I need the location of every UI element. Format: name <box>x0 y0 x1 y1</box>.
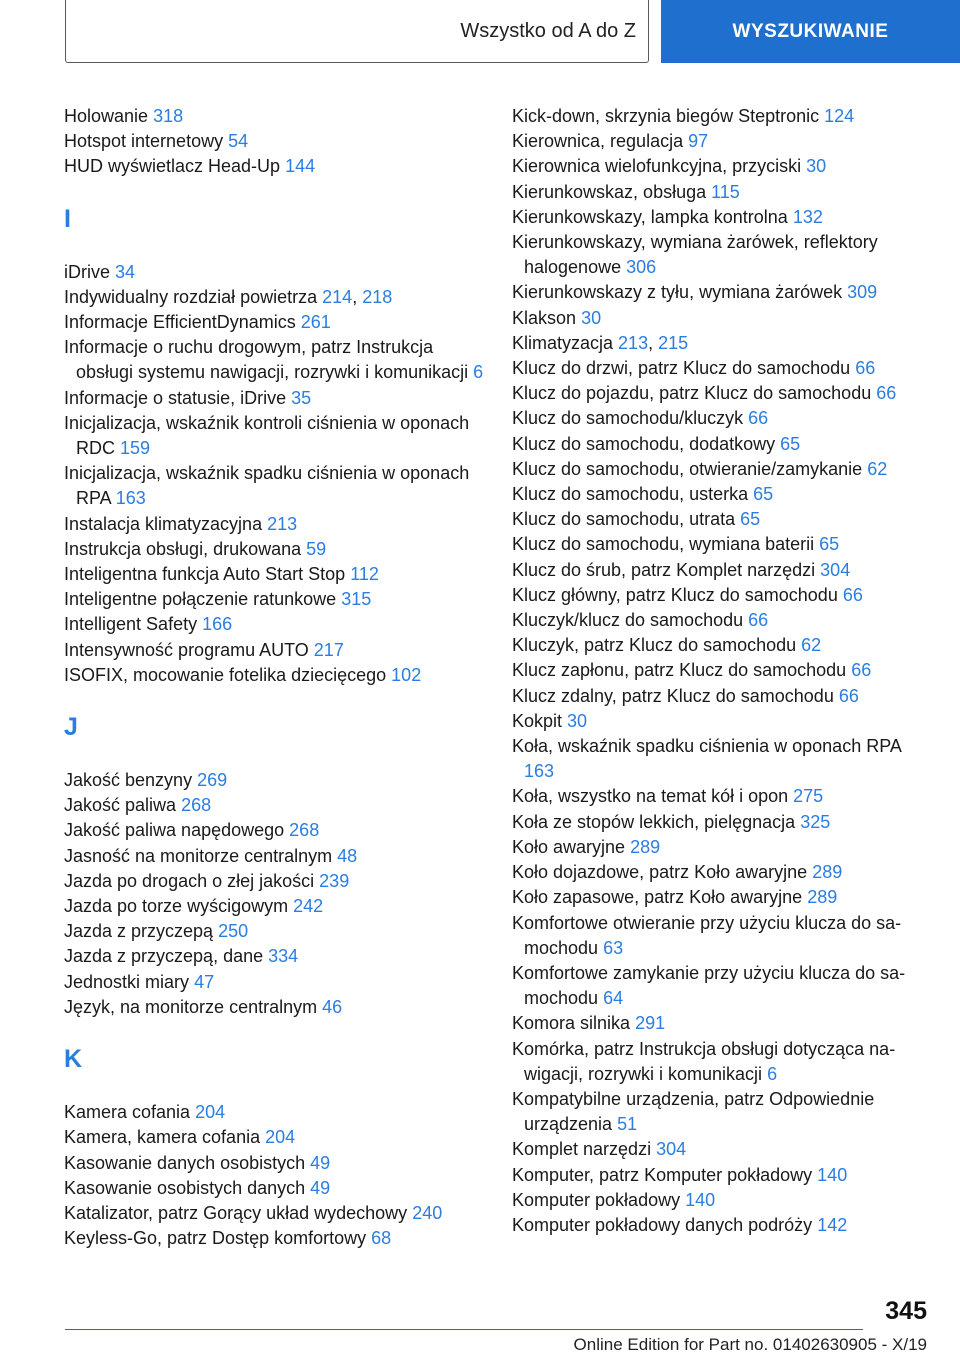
index-entry <box>512 911 932 961</box>
index-entry <box>512 1163 932 1188</box>
page-reference-link[interactable]: 140 <box>817 1164 848 1185</box>
page-reference-link[interactable]: 268 <box>181 795 212 816</box>
index-entry <box>512 810 932 835</box>
index-term: Kluczyk/klucz do samochodu <box>512 610 744 631</box>
page-reference-link[interactable]: 289 <box>630 836 661 857</box>
page-reference-link[interactable]: 144 <box>285 156 316 177</box>
index-entry <box>64 1226 484 1251</box>
tab-search[interactable] <box>661 0 960 63</box>
index-term: Klucz do samochodu, dodatkowy <box>512 433 776 454</box>
page-reference-link[interactable]: 66 <box>855 358 876 379</box>
page-reference-link[interactable]: 46 <box>322 996 343 1017</box>
index-term: Koło dojazdowe, patrz Koło awaryjne <box>512 862 808 883</box>
index-entry <box>512 406 932 431</box>
index-entry: Indywidualny rozdział powietrza 214, 218 <box>64 286 393 307</box>
index-entry <box>64 587 484 612</box>
index-term: Jakość paliwa <box>64 795 177 816</box>
index-term: Jazda po drogach o złej jakości <box>64 870 315 891</box>
index-entry <box>512 608 932 633</box>
index-term: Komórka, patrz Instrukcja obsługi dotycząca nawigacji, rozrywki i komunikacji <box>512 1038 896 1084</box>
page-reference-link[interactable]: 334 <box>268 946 299 967</box>
index-term: Klucz do samochodu/kluczyk <box>512 408 744 429</box>
footer-divider <box>65 1329 863 1330</box>
index-term: Koła, wszystko na temat kół i opon <box>512 786 789 807</box>
page-reference-link[interactable]: 115 <box>711 181 740 202</box>
index-term: Kasowanie danych osobistych <box>64 1152 306 1173</box>
index-entry <box>64 1151 484 1176</box>
page-reference-link[interactable]: 275 <box>793 786 824 807</box>
index-entry <box>64 154 484 179</box>
index-entry <box>64 663 484 688</box>
page-reference-link[interactable]: 66 <box>748 408 769 429</box>
index-term: Kokpit <box>512 710 563 731</box>
index-term: Kierownica, regulacja <box>512 131 684 152</box>
index-entry <box>512 154 932 179</box>
index-entry <box>512 784 932 809</box>
index-entry <box>512 835 932 860</box>
page-reference-link[interactable]: 215 <box>658 332 689 353</box>
page-reference-link[interactable]: 30 <box>806 156 827 177</box>
page-reference-link[interactable]: 47 <box>194 971 215 992</box>
index-entry <box>64 537 484 562</box>
page-reference-link[interactable]: 159 <box>120 438 151 459</box>
page-reference-link[interactable]: 166 <box>202 614 233 635</box>
index-term: Komfortowe zamykanie przy użyciu klucza do samochodu <box>512 962 906 1009</box>
index-entry <box>512 658 932 683</box>
page-reference-link[interactable]: 59 <box>306 538 327 559</box>
index-term: Kierownica wielofunkcyjna, przyciski <box>512 156 802 177</box>
index-term: Informacje o ruchu drogowym, patrz Instrukcja obsługi systemu nawigacji, rozrywki i komunikacji <box>64 337 469 383</box>
index-term: Klucz do drzwi, patrz Klucz do samochodu <box>512 358 851 379</box>
page-reference-link[interactable]: 6 <box>767 1063 778 1084</box>
index-entry <box>64 944 484 969</box>
index-entry <box>64 104 484 129</box>
index-term: Klimatyzacja <box>512 332 614 353</box>
index-entry <box>512 558 932 583</box>
page-reference-link[interactable]: 49 <box>310 1152 331 1173</box>
index-entry <box>64 386 484 411</box>
index-term: Kierunkowskaz, obsługa <box>512 181 707 202</box>
page-reference-link[interactable]: 34 <box>115 261 136 282</box>
page-reference-link[interactable]: 214 <box>322 286 353 307</box>
page-reference-link[interactable]: 204 <box>195 1102 226 1123</box>
index-term: Kamera, kamera cofania <box>64 1127 261 1148</box>
index-entry <box>64 612 484 637</box>
index-term: Komputer, patrz Komputer pokładowy <box>512 1164 813 1185</box>
index-entry <box>64 1100 484 1125</box>
index-entry <box>64 1125 484 1150</box>
page-reference-link[interactable]: 48 <box>337 845 358 866</box>
page-reference-link[interactable]: 315 <box>341 589 372 610</box>
index-term: Kierunkowskazy, wymiana żarówek, reflektory halogenowe <box>512 232 878 278</box>
index-entry <box>64 1201 484 1226</box>
index-term: Koło awaryjne <box>512 836 626 857</box>
page-reference-link[interactable]: 213 <box>618 332 649 353</box>
index-term: Kluczyk, patrz Klucz do samochodu <box>512 635 797 656</box>
index-term: Klucz główny, patrz Klucz do samochodu <box>512 584 838 605</box>
index-letter-heading: K <box>64 1045 83 1074</box>
page-reference-link[interactable]: 51 <box>617 1114 638 1135</box>
tab-section-label: Wszystko od A do Z <box>460 19 636 42</box>
page-number: 345 <box>885 1297 927 1325</box>
index-term: iDrive <box>64 261 111 282</box>
index-term: Inteligentne połączenie ratunkowe <box>64 589 337 610</box>
index-entry <box>64 411 484 461</box>
index-entry <box>64 818 484 843</box>
index-entry <box>512 532 932 557</box>
index-entry <box>512 734 932 784</box>
index-term: Jednostki miary <box>64 971 190 992</box>
index-term: Klucz do pojazdu, patrz Klucz do samochodu <box>512 383 872 404</box>
page-reference-link[interactable]: 66 <box>851 660 872 681</box>
index-entry <box>512 306 932 331</box>
index-entry <box>512 860 932 885</box>
page-reference-link[interactable]: 54 <box>228 131 249 152</box>
page-reference-link[interactable]: 30 <box>567 710 588 731</box>
index-term: Inicjalizacja, wskaźnik kontroli ciśnienia w oponach RDC <box>64 412 470 459</box>
index-term: Jasność na monitorze centralnym <box>64 845 333 866</box>
index-term: Holowanie <box>64 106 149 126</box>
index-term: Intelligent Safety <box>64 614 198 635</box>
index-entry <box>512 280 932 305</box>
page-reference-link[interactable]: 291 <box>635 1013 666 1034</box>
index-term: Indywidualny rozdział powietrza <box>64 286 318 307</box>
page-reference-link[interactable]: 309 <box>847 282 878 303</box>
page-reference-link[interactable]: 204 <box>265 1127 296 1148</box>
index-entry <box>64 768 484 793</box>
page-reference-link[interactable]: 66 <box>876 383 897 404</box>
index-entry <box>512 507 932 532</box>
index-term: Komplet narzędzi <box>512 1139 652 1160</box>
index-term: Intensywność programu AUTO <box>64 639 309 660</box>
page-reference-link[interactable]: 218 <box>362 286 393 307</box>
index-term: Klucz zdalny, patrz Klucz do samochodu <box>512 685 834 706</box>
page-reference-link[interactable]: 66 <box>842 584 863 605</box>
page-reference-link[interactable]: 35 <box>291 387 312 408</box>
page-reference-link[interactable]: 261 <box>300 312 331 333</box>
index-term: Kasowanie osobistych danych <box>64 1177 306 1198</box>
index-entry <box>64 869 484 894</box>
page-reference-link[interactable]: 163 <box>115 488 146 509</box>
index-term: Klucz zapłonu, patrz Klucz do samochodu <box>512 660 847 681</box>
index-entry <box>512 1137 932 1162</box>
index-entry <box>512 1037 932 1087</box>
page-reference-link[interactable]: 240 <box>412 1202 443 1223</box>
index-entry <box>64 1176 484 1201</box>
page-reference-link[interactable]: 64 <box>603 988 624 1009</box>
page-reference-link[interactable]: 97 <box>688 131 709 152</box>
footer-edition: Online Edition for Part no. 01402630905 - X/19 <box>573 1335 927 1354</box>
index-term: Komputer pokładowy danych podróży <box>512 1214 813 1235</box>
page-reference-link[interactable]: 325 <box>800 811 831 832</box>
page-reference-link[interactable]: 65 <box>753 484 774 505</box>
index-entry <box>512 129 932 154</box>
index-entry <box>64 793 484 818</box>
index-term: Kamera cofania <box>64 1102 191 1123</box>
index-term: Inteligentna funkcja Auto Start Stop <box>64 564 346 585</box>
page-reference-link[interactable]: 142 <box>817 1214 848 1235</box>
index-entry <box>64 461 484 511</box>
index-entry <box>512 432 932 457</box>
index-entry <box>64 335 484 385</box>
index-entry <box>64 260 484 285</box>
page-reference-link[interactable]: 239 <box>319 870 350 891</box>
index-entry <box>512 684 932 709</box>
index-entry <box>512 961 932 1011</box>
index-entry <box>512 1087 932 1137</box>
index-column-left <box>64 104 484 1251</box>
page-reference-link[interactable]: 124 <box>824 106 855 126</box>
page-reference-link[interactable]: 269 <box>197 770 228 791</box>
index-term: Inicjalizacja, wskaźnik spadku ciśnienia w oponach RPA <box>64 463 470 509</box>
page-reference-link[interactable]: 140 <box>685 1189 716 1210</box>
header-tabs <box>65 0 960 64</box>
index-entry <box>512 482 932 507</box>
index-entry <box>64 894 484 919</box>
index-entry <box>512 885 932 910</box>
index-term: Kick-down, skrzynia biegów Steptronic <box>512 106 820 126</box>
page-reference-link[interactable]: 250 <box>218 921 249 942</box>
index-entry <box>512 1011 932 1036</box>
index-term: Koło zapasowe, patrz Koło awaryjne <box>512 887 803 908</box>
page-reference-link[interactable]: 62 <box>801 635 822 656</box>
index-entry <box>512 1213 932 1238</box>
index-entry <box>512 457 932 482</box>
index-term: Komputer pokładowy <box>512 1189 681 1210</box>
index-entry <box>64 995 484 1020</box>
page-reference-link[interactable]: 30 <box>581 307 602 328</box>
index-term: Klucz do samochodu, usterka <box>512 484 749 505</box>
index-letter-heading: I <box>64 204 71 233</box>
index-entry: Klimatyzacja 213, 215 <box>512 332 689 353</box>
index-entry <box>64 638 484 663</box>
index-term: Kierunkowskazy, lampka kontrolna <box>512 206 788 227</box>
index-term: Klucz do samochodu, otwieranie/zamykanie <box>512 458 863 479</box>
page-reference-link[interactable]: 289 <box>812 862 843 883</box>
index-entry <box>64 562 484 587</box>
page-reference-link[interactable]: 217 <box>313 639 344 660</box>
index-term: Koła ze stopów lekkich, pielęgnacja <box>512 811 796 832</box>
page-reference-link[interactable]: 65 <box>819 534 840 555</box>
index-entry <box>512 709 932 734</box>
index-term: HUD wyświetlacz Head-Up <box>64 156 281 177</box>
page-reference-link[interactable]: 66 <box>838 685 859 706</box>
index-term: Jazda po torze wyścigowym <box>64 896 289 917</box>
index-entry <box>512 104 932 129</box>
page-reference-link[interactable]: 63 <box>603 937 624 958</box>
page-reference-link[interactable]: 304 <box>656 1139 687 1160</box>
index-letter-heading: J <box>64 713 78 742</box>
index-entry <box>512 230 932 280</box>
index-term: Jakość benzyny <box>64 770 193 791</box>
page-reference-link[interactable]: 112 <box>350 564 379 585</box>
index-term: Keyless-Go, patrz Dostęp komfortowy <box>64 1228 367 1249</box>
index-term: Klucz do samochodu, utrata <box>512 509 736 530</box>
page-reference-link[interactable]: 65 <box>780 433 801 454</box>
index-column-right <box>512 104 932 1238</box>
index-term: Koła, wskaźnik spadku ciśnienia w oponach RPA <box>512 736 901 757</box>
index-term: Klucz do śrub, patrz Komplet narzędzi <box>512 559 816 580</box>
index-entry <box>64 970 484 995</box>
index-term: Instalacja klimatyzacyjna <box>64 513 263 534</box>
index-entry <box>512 356 932 381</box>
index-term: Informacje EfficientDynamics <box>64 312 296 333</box>
index-entry <box>512 633 932 658</box>
index-term: Katalizator, patrz Gorący układ wydechowy <box>64 1202 408 1223</box>
index-term: Instrukcja obsługi, drukowana <box>64 538 302 559</box>
index-entry <box>512 180 932 205</box>
page-reference-link[interactable]: 68 <box>371 1228 392 1249</box>
index-term: Kierunkowskazy z tyłu, wymiana żarówek <box>512 282 843 303</box>
tab-search-label: WYSZUKIWANIE <box>732 20 889 42</box>
page-reference-link[interactable]: 6 <box>473 362 484 383</box>
index-term: Hotspot internetowy <box>64 131 224 152</box>
page-reference-link[interactable]: 289 <box>807 887 838 908</box>
index-entry <box>512 205 932 230</box>
index-term: Komora silnika <box>512 1013 631 1034</box>
page-reference-link[interactable]: 65 <box>740 509 761 530</box>
index-term: Kompatybilne urządzenia, patrz Odpowiednie urządzenia <box>512 1088 875 1135</box>
index-entry <box>64 844 484 869</box>
page-reference-link[interactable]: 66 <box>748 610 769 631</box>
index-entry <box>64 512 484 537</box>
page-reference-link[interactable]: 306 <box>626 257 657 278</box>
page-reference-link[interactable]: 163 <box>524 761 555 782</box>
index-entry <box>512 583 932 608</box>
index-term: Informacje o statusie, iDrive <box>64 387 287 408</box>
index-entry <box>64 129 484 154</box>
page-reference-link[interactable]: 268 <box>289 820 320 841</box>
index-entry <box>64 919 484 944</box>
page-reference-link[interactable]: 242 <box>293 896 324 917</box>
page-reference-link[interactable]: 318 <box>153 106 184 126</box>
page-reference-link[interactable]: 132 <box>792 206 823 227</box>
index-term: Jakość paliwa napędowego <box>64 820 285 841</box>
index-term: Komfortowe otwieranie przy użyciu klucza do samochodu <box>512 912 902 958</box>
page-reference-link[interactable]: 304 <box>820 559 851 580</box>
index-entry <box>512 381 932 406</box>
index-entry <box>512 1188 932 1213</box>
page-reference-link[interactable]: 213 <box>267 513 298 534</box>
index-term: ISOFIX, mocowanie fotelika dziecięcego <box>64 664 387 685</box>
page-reference-link[interactable]: 62 <box>867 458 888 479</box>
index-term: Jazda z przyczepą <box>64 921 214 942</box>
index-term: Klucz do samochodu, wymiana baterii <box>512 534 815 555</box>
tab-section[interactable] <box>65 0 649 63</box>
index-term: Klakson <box>512 307 577 328</box>
index-term: Jazda z przyczepą, dane <box>64 946 264 967</box>
page-reference-link[interactable]: 102 <box>391 664 422 685</box>
index-entry <box>64 310 484 335</box>
index-term: Język, na monitorze centralnym <box>64 996 318 1017</box>
page-reference-link[interactable]: 49 <box>310 1177 331 1198</box>
